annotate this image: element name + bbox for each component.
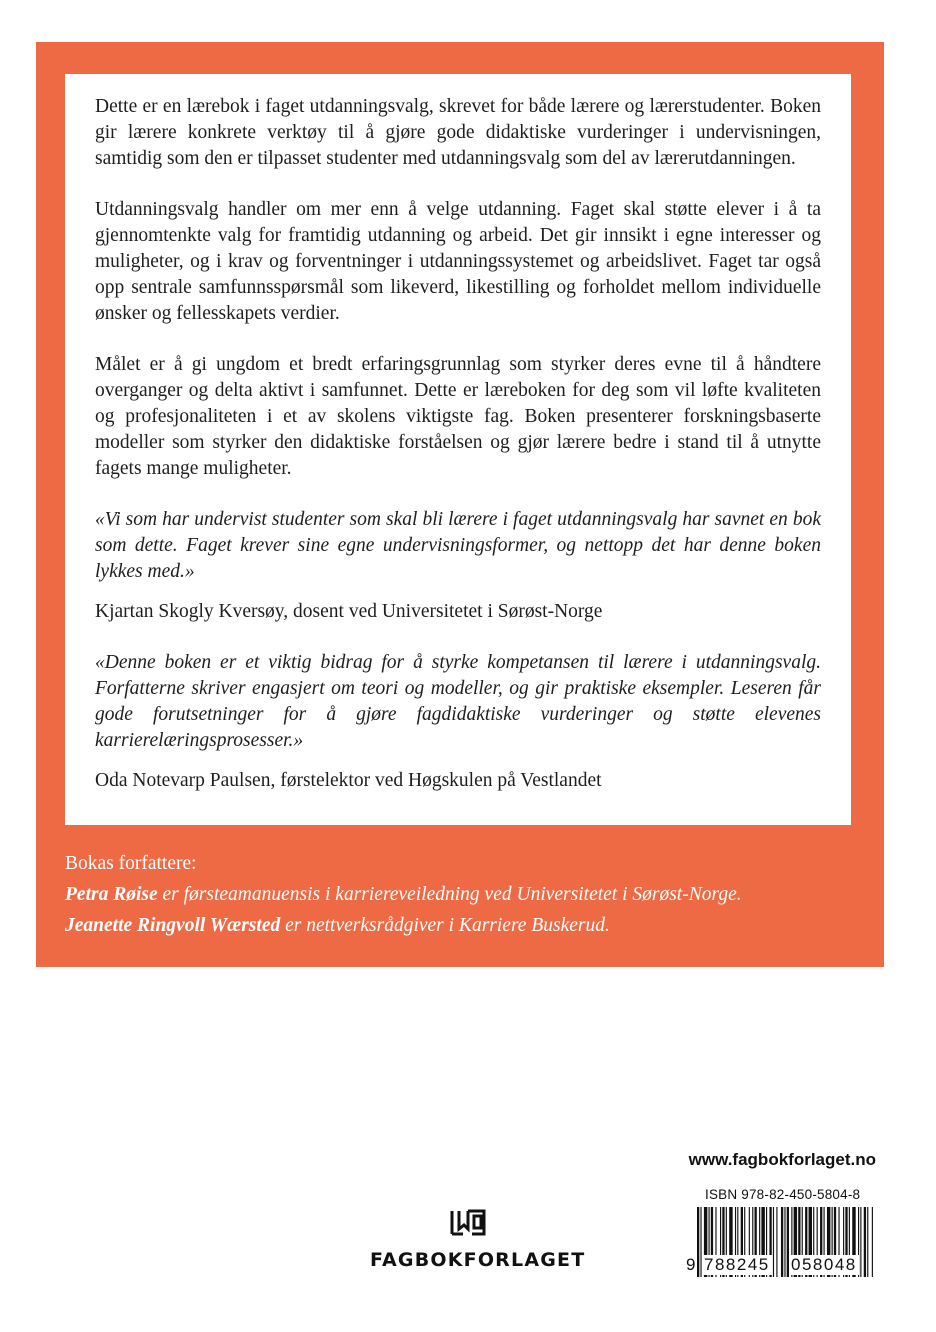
authors-section bbox=[65, 848, 865, 941]
author-bio-2: er nettverksrådgiver i Karriere Buskerud. bbox=[280, 915, 610, 936]
barcode-first-digit: 9 bbox=[686, 1255, 696, 1274]
author-bio-1: er førsteamanuensis i karriereveiledning ved Universitetet i Sørøst-Norge. bbox=[157, 884, 742, 905]
blurb-card bbox=[65, 74, 851, 825]
publisher-name: FAGBOKFORLAGET bbox=[370, 1249, 586, 1271]
publisher-logo bbox=[370, 1208, 586, 1271]
author-line-1 bbox=[65, 879, 865, 910]
author-line-2 bbox=[65, 910, 865, 941]
publisher-url[interactable]: www.fagbokforlaget.no bbox=[688, 1150, 876, 1169]
review-quote-2: «Denne boken er et viktig bidrag for å styrke kompetansen til lærere i utdanningsvalg. Forfatterne skriver engasjert om teori og modeller, og gir praktiske eksempler. Leseren får gode forutsetninger for å gjøre fagdidaktiske vurderinger og støtte elevenes karrierelæringsprosesser.» bbox=[95, 652, 821, 751]
barcode-digit-group-1: 788245 bbox=[704, 1255, 770, 1274]
isbn-label: ISBN 978-82-450-5804-8 bbox=[705, 1187, 861, 1202]
barcode-digit-group-2: 058048 bbox=[791, 1255, 857, 1274]
author-name-2: Jeanette Ringvoll Wærsted bbox=[65, 915, 281, 936]
review-quote-1: «Vi som har undervist studenter som skal bli lærere i faget utdanningsvalg har savnet en bok som dette. Faget krever sine egne undervisningsformer, og nettopp det har denne boken lykkes med.» bbox=[95, 509, 821, 582]
blurb-paragraph-1: Dette er en lærebok i faget utdanningsvalg, skrevet for både lærere og lærerstudenter. Boken gir lærere konkrete verktøy til å gjøre gode didaktiske vurderinger i undervisningen, samtidig som den er tilpasset studenter med utdanningsvalg som del av lærerutdanningen. bbox=[95, 96, 821, 169]
blurb-paragraph-2: Utdanningsvalg handler om mer enn å velge utdanning. Faget skal støtte elever i å ta gjennomtenkte valg for framtidig utdanning og arbeid. Det gir innsikt i egne interesser og muligheter, og i krav og forventninger i utdanningssystemet og arbeidslivet. Faget tar også opp sentrale samfunnsspørsmål som likeverd, likestilling og forholdet mellom individuelle ønsker og fellesskapets verdier. bbox=[95, 199, 821, 324]
review-attribution-1: Kjartan Skogly Kversøy, dosent ved Universitetet i Sørøst-Norge bbox=[95, 601, 603, 622]
fagbokforlaget-logo-icon bbox=[448, 1208, 488, 1238]
author-name-1: Petra Røise bbox=[65, 884, 158, 905]
authors-heading: Bokas forfattere: bbox=[65, 853, 197, 874]
blurb-paragraph-3: Målet er å gi ungdom et bredt erfaringsgrunnlag som styrker deres evne til å håndtere overganger og delta aktivt i samfunnet. Dette er læreboken for deg som vil løfte kvaliteten og profesjonaliteten i et av skolens viktigste fag. Boken presenterer forskningsbaserte modeller som styrker den didaktiske forståelsen og gjør lærere bedre i stand til å utnytte fagets mange muligheter. bbox=[95, 354, 821, 479]
barcode-digits bbox=[685, 1255, 880, 1277]
review-attribution-2: Oda Notevarp Paulsen, førstelektor ved Høgskulen på Vestlandet bbox=[95, 770, 602, 791]
